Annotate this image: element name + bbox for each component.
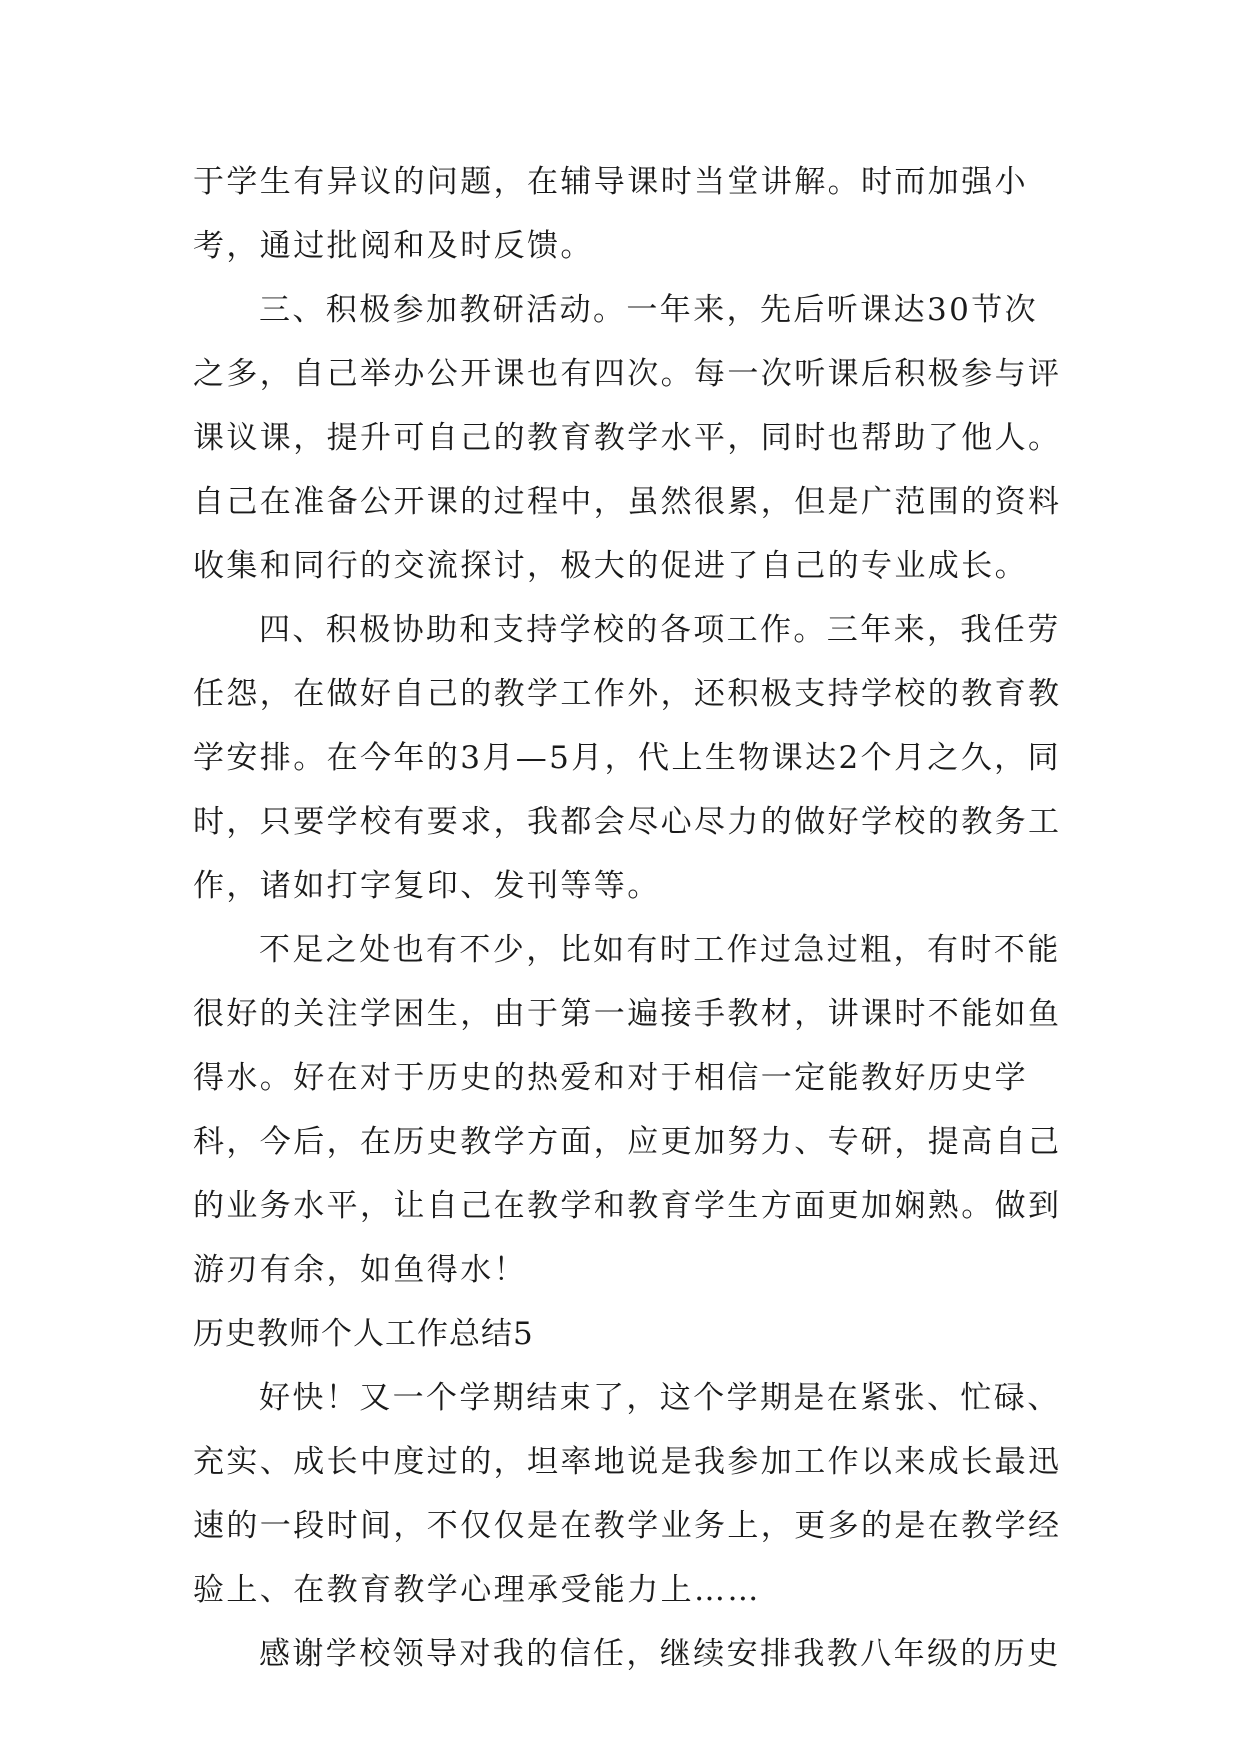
paragraph-research-activities: 三、积极参加教研活动。一年来，先后听课达30节次之多，自己举办公开课也有四次。每一次听课后积极参与评课议课，提升可自己的教育教学水平，同时也帮助了他人。自己在准备公开课的过程中，虽然很累，但是广范围的资料收集和同行的交流探讨，极大的促进了自己的专业成长。	[193, 292, 1062, 584]
paragraph-shortcomings: 不足之处也有不少，比如有时工作过急过粗，有时不能很好的关注学困生，由于第一遍接手教材，讲课时不能如鱼得水。好在对于历史的热爱和对于相信一定能教好历史学科，今后，在历史教学方面，应更加努力、专研，提高自己的业务水平，让自己在教学和教育学生方面更加娴熟。做到游刃有余，如鱼得水！	[193, 932, 1062, 1288]
document-body	[193, 150, 1063, 1686]
section-heading: 历史教师个人工作总结5	[193, 1316, 534, 1352]
paragraph-thanks: 感谢学校领导对我的信任，继续安排我教八年级的历史	[259, 1636, 1061, 1672]
paragraph-school-support: 四、积极协助和支持学校的各项工作。三年来，我任劳任怨，在做好自己的教学工作外，还积极支持学校的教育教学安排。在今年的3月—5月，代上生物课达2个月之久，同时，只要学校有要求，我都会尽心尽力的做好学校的教务工作，诸如打字复印、发刊等等。	[193, 612, 1062, 904]
paragraph-continuation: 于学生有异议的问题，在辅导课时当堂讲解。时而加强小考，通过批阅和及时反馈。	[193, 164, 1028, 264]
paragraph-semester-end: 好快！又一个学期结束了，这个学期是在紧张、忙碌、充实、成长中度过的，坦率地说是我参加工作以来成长最迅速的一段时间，不仅仅是在教学业务上，更多的是在教学经验上、在教育教学心理承受能力上……	[193, 1380, 1062, 1608]
